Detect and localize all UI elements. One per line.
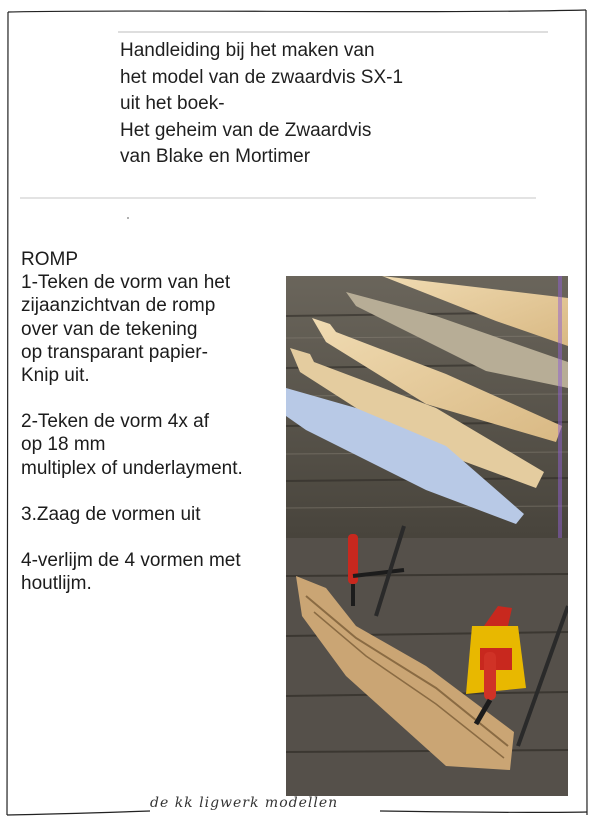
step1-line: 1-Teken de vorm van het (21, 272, 231, 294)
step4-line: 4-verlijm de 4 vormen met (21, 550, 241, 572)
scan-artifact (558, 276, 562, 538)
step1-line: op transparant papier- (21, 341, 208, 363)
workshop-photo (286, 276, 568, 796)
step4-line: houtlijm. (21, 573, 92, 595)
step2-line: 2-Teken de vorm 4x af (21, 411, 209, 433)
signature: de kk ligwerk modellen (150, 795, 339, 811)
spacer (21, 526, 289, 549)
spacer (21, 387, 289, 410)
step2-line: op 18 mm (21, 434, 106, 456)
step3-line: 3.Zaag de vormen uit (21, 503, 201, 525)
step1-line: zijaanzichtvan de romp (21, 295, 216, 317)
instructions (21, 248, 289, 595)
header-line: Het geheim van de Zwaardvis (120, 119, 372, 141)
clamp-handle (484, 652, 496, 700)
header-line: het model van de zwaardvis SX-1 (120, 66, 404, 88)
section-title: ROMP (21, 249, 78, 270)
header-line: Handleiding bij het maken van (120, 40, 375, 61)
header-line: van Blake en Mortimer (120, 146, 311, 167)
spacer (21, 480, 289, 503)
header-block (120, 38, 540, 171)
step1-line: Knip uit. (21, 365, 90, 387)
step1-line: over van de tekening (21, 318, 198, 340)
header-line: uit het boek- (120, 93, 225, 114)
step2-line: multiplex of underlayment. (21, 457, 243, 479)
